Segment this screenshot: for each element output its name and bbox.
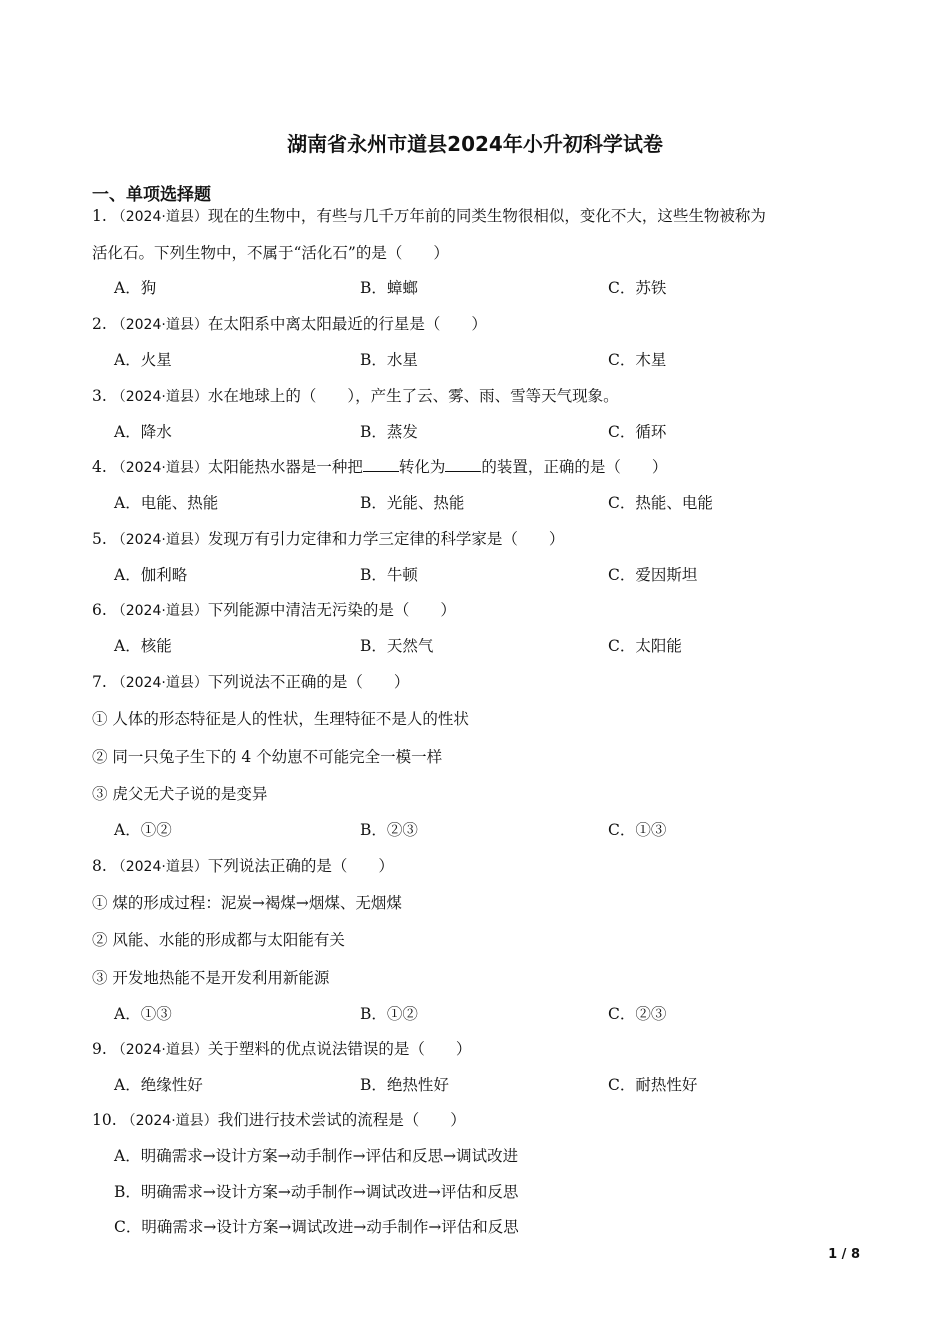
question-number: 4. [92,458,107,476]
question-text: 下列说法不正确的是（ ） [207,673,410,691]
option-a[interactable]: A．①③ [114,1005,172,1023]
option-a[interactable]: A．绝缘性好 [114,1076,203,1094]
question-number: 3. [92,387,107,405]
option-b[interactable]: B．蒸发 [360,423,418,441]
option-a[interactable]: A．①② [114,821,172,839]
fill-blank[interactable] [445,457,481,472]
question-3 [92,385,619,408]
option-b[interactable]: B．蟑螂 [360,279,418,297]
option-a[interactable]: A．电能、热能 [114,494,219,512]
question-text: 太阳能热水器是一种把 [207,458,363,476]
question-10 [92,1109,466,1132]
question-text: 在太阳系中离太阳最近的行星是（ ） [207,315,487,333]
question-number: 2. [92,315,107,333]
question-8 [92,855,394,878]
question-source: （2024·道县） [111,1042,208,1058]
question-text: 现在的生物中，有些与几千万年前的同类生物很相似，变化不大，这些生物被称为 [207,207,766,225]
option-c[interactable]: C．明确需求→设计方案→调试改进→动手制作→评估和反思 [114,1218,519,1236]
question-text: 发现万有引力定律和力学三定律的科学家是（ ） [207,530,565,548]
page-title: 湖南省永州市道县2024年小升初科学试卷 [287,132,663,156]
question-4 [92,456,667,479]
statement-3: ③ 虎父无犬子说的是变异 [92,785,268,803]
option-c[interactable]: C．②③ [608,1005,667,1023]
question-number: 8. [92,857,107,875]
option-c[interactable]: C．爱因斯坦 [608,566,698,584]
option-c[interactable]: C．热能、电能 [608,494,713,512]
option-b[interactable]: B．绝热性好 [360,1076,449,1094]
option-a[interactable]: A．火星 [114,351,172,369]
question-9 [92,1038,471,1061]
option-a[interactable]: A．降水 [114,423,172,441]
question-number: 10. [92,1111,117,1129]
option-b[interactable]: B．光能、热能 [360,494,465,512]
question-number: 7. [92,673,107,691]
option-c[interactable]: C．太阳能 [608,637,682,655]
question-6 [92,599,456,622]
option-a[interactable]: A．狗 [114,279,157,297]
option-b[interactable]: B．明确需求→设计方案→动手制作→调试改进→评估和反思 [114,1183,519,1201]
question-source: （2024·道县） [111,317,208,333]
question-text: 转化为 [398,458,446,476]
option-c[interactable]: C．苏铁 [608,279,667,297]
statement-1: ① 人体的形态特征是人的性状，生理特征不是人的性状 [92,710,469,728]
question-1 [92,205,766,228]
question-source: （2024·道县） [111,675,208,691]
statement-2: ② 同一只兔子生下的 4 个幼崽不可能完全一模一样 [92,748,443,766]
statement-1: ① 煤的形成过程：泥炭→褐煤→烟煤、无烟煤 [92,894,402,912]
section-heading: 一、单项选择题 [92,185,211,205]
statement-2: ② 风能、水能的形成都与太阳能有关 [92,931,345,949]
option-b[interactable]: B．水星 [360,351,418,369]
question-number: 9. [92,1040,107,1058]
question-text: 关于塑料的优点说法错误的是（ ） [207,1040,472,1058]
option-a[interactable]: A．明确需求→设计方案→动手制作→评估和反思→调试改进 [114,1147,519,1165]
page-number: 1 / 8 [828,1247,860,1262]
fill-blank[interactable] [363,457,399,472]
option-b[interactable]: B．②③ [360,821,418,839]
option-a[interactable]: A．核能 [114,637,172,655]
option-a[interactable]: A．伽利略 [114,566,188,584]
question-number: 6. [92,601,107,619]
question-5 [92,528,564,551]
question-7 [92,671,409,694]
option-c[interactable]: C．①③ [608,821,667,839]
question-text: 的装置，正确的是（ ） [481,458,668,476]
statement-3: ③ 开发地热能不是开发利用新能源 [92,969,330,987]
question-text: 下列说法正确的是（ ） [207,857,394,875]
question-source: （2024·道县） [111,460,208,476]
option-b[interactable]: B．天然气 [360,637,434,655]
question-source: （2024·道县） [111,389,208,405]
option-c[interactable]: C．木星 [608,351,667,369]
question-text: 我们进行技术尝试的流程是（ ） [217,1111,466,1129]
option-c[interactable]: C．循环 [608,423,667,441]
question-source: （2024·道县） [121,1113,218,1129]
question-text: 水在地球上的（ ），产生了云、雾、雨、雪等天气现象。 [207,387,619,405]
question-source: （2024·道县） [111,209,208,225]
question-number: 1. [92,207,107,225]
option-c[interactable]: C．耐热性好 [608,1076,698,1094]
question-number: 5. [92,530,107,548]
question-source: （2024·道县） [111,859,208,875]
question-text: 下列能源中清洁无污染的是（ ） [207,601,456,619]
question-2 [92,313,487,336]
question-1-cont: 活化石。下列生物中，不属于“活化石”的是（ ） [92,244,449,262]
option-b[interactable]: B．牛顿 [360,566,418,584]
question-source: （2024·道县） [111,532,208,548]
question-source: （2024·道县） [111,603,208,619]
option-b[interactable]: B．①② [360,1005,418,1023]
